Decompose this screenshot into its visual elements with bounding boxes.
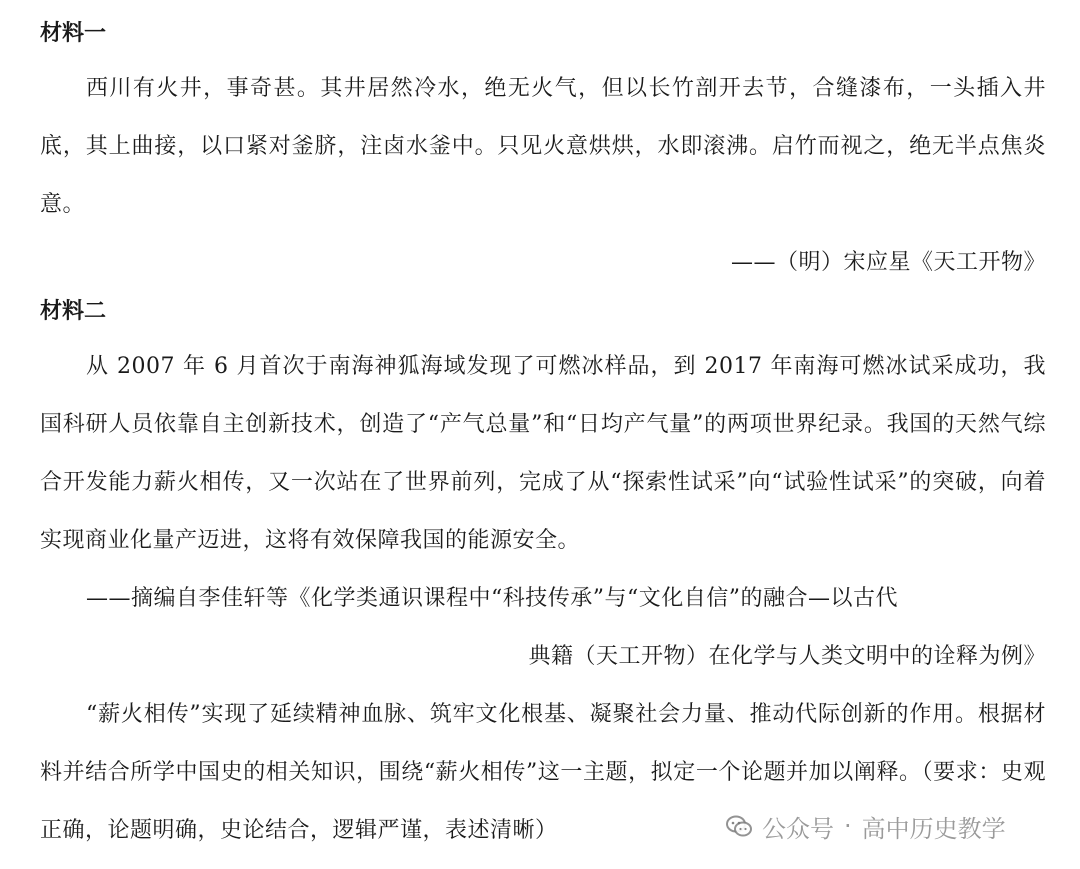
watermark-label: 公众号 xyxy=(762,814,834,843)
material-1-source: ——（明）宋应星《天工开物》 xyxy=(730,250,1046,275)
material-1-heading: 材料一 xyxy=(40,21,107,46)
material-2-heading: 材料二 xyxy=(40,299,107,324)
watermark-account: 高中历史教学 xyxy=(861,814,1006,843)
watermark-separator: · xyxy=(844,812,852,840)
material-2-source-line-2: 典籍（天工开物）在化学与人类文明中的诠释为例》 xyxy=(528,644,1046,669)
document-page xyxy=(40,14,1046,860)
material-2-source-line-1: ——摘编自李佳轩等《化学类通识课程中“科技传承”与“文化自信”的融合—以古代 xyxy=(86,586,898,611)
material-2-paragraph: 从 2007 年 6 月首次于南海神狐海域发现了可燃冰样品，到 2017 年南海可燃冰试采成功，我国科研人员依靠自主创新技术，创造了“产气总量”和“日均产气量”的两项世界纪录。我国的天然气综合开发能力薪火相传，又一次站在了世界前列，完成了从“探索性试采”向“试验性试采”的突破，向着实现商业化量产迈进，这将有效保障我国的能源安全。 xyxy=(40,354,1046,553)
question-text: “薪火相传”实现了延续精神血脉、筑牢文化根基、凝聚社会力量、推动代际创新的作用。根据材料并结合所学中国史的相关知识，围绕“薪火相传”这一主题，拟定一个论题并加以阐释。（要求：史观正确，论题明确，史论结合，逻辑严谨，表述清晰） xyxy=(40,702,1046,843)
watermark xyxy=(720,808,1010,844)
material-1-paragraph: 西川有火井，事奇甚。其井居然冷水，绝无火气，但以长竹剖开去节，合缝漆布，一头插入井底，其上曲接，以口紧对釜脐，注卤水釜中。只见火意烘烘，水即滚沸。启竹而视之，绝无半点焦炎意。 xyxy=(40,76,1046,217)
wechat-icon xyxy=(724,811,754,841)
